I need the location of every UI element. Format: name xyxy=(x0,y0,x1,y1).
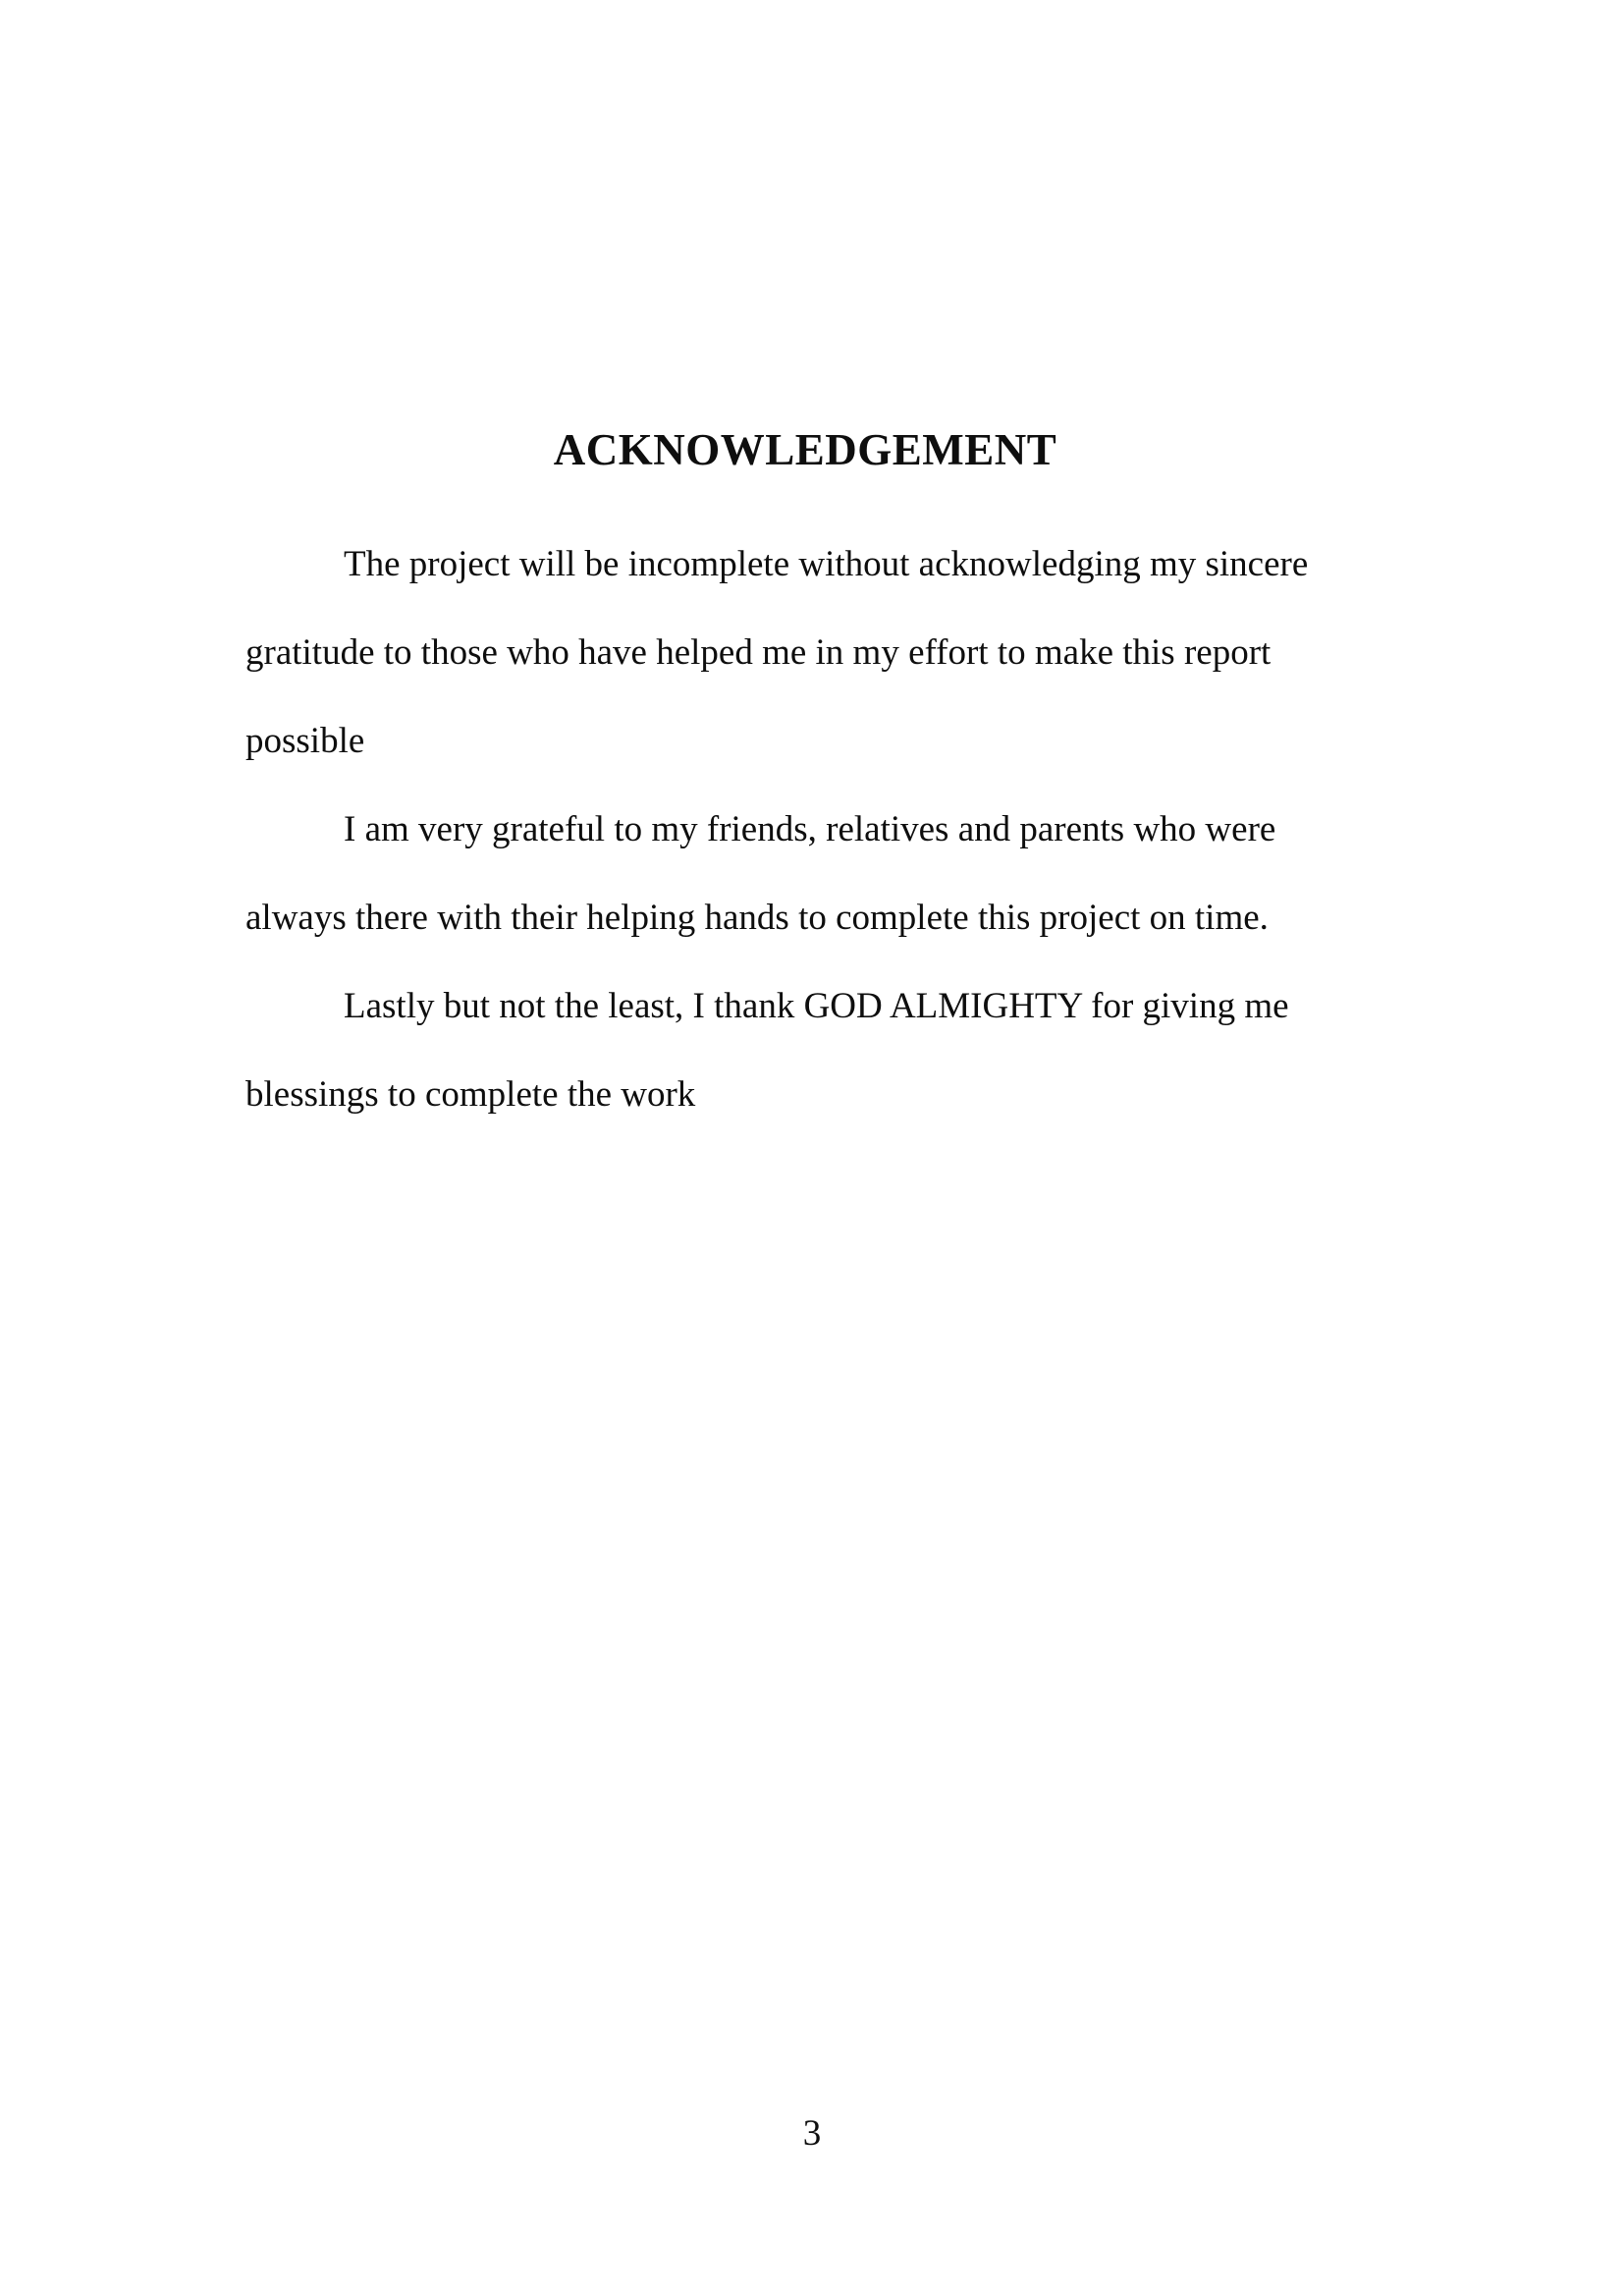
body-text xyxy=(245,520,1367,1139)
paragraph-gratitude: The project will be incomplete without acknowledging my sincere gratitude to those who have helped me in my effort to make this report possible xyxy=(245,544,1309,761)
page-title: ACKNOWLEDGEMENT xyxy=(553,425,1057,475)
paragraph-god-almighty: Lastly but not the least, I thank GOD ALMIGHTY for giving me blessings to complete the work xyxy=(245,986,1289,1115)
paragraph-friends-relatives: I am very grateful to my friends, relatives and parents who were always there with their helping hands to complete this project on time. xyxy=(245,809,1276,938)
page-number: 3 xyxy=(802,2113,822,2154)
